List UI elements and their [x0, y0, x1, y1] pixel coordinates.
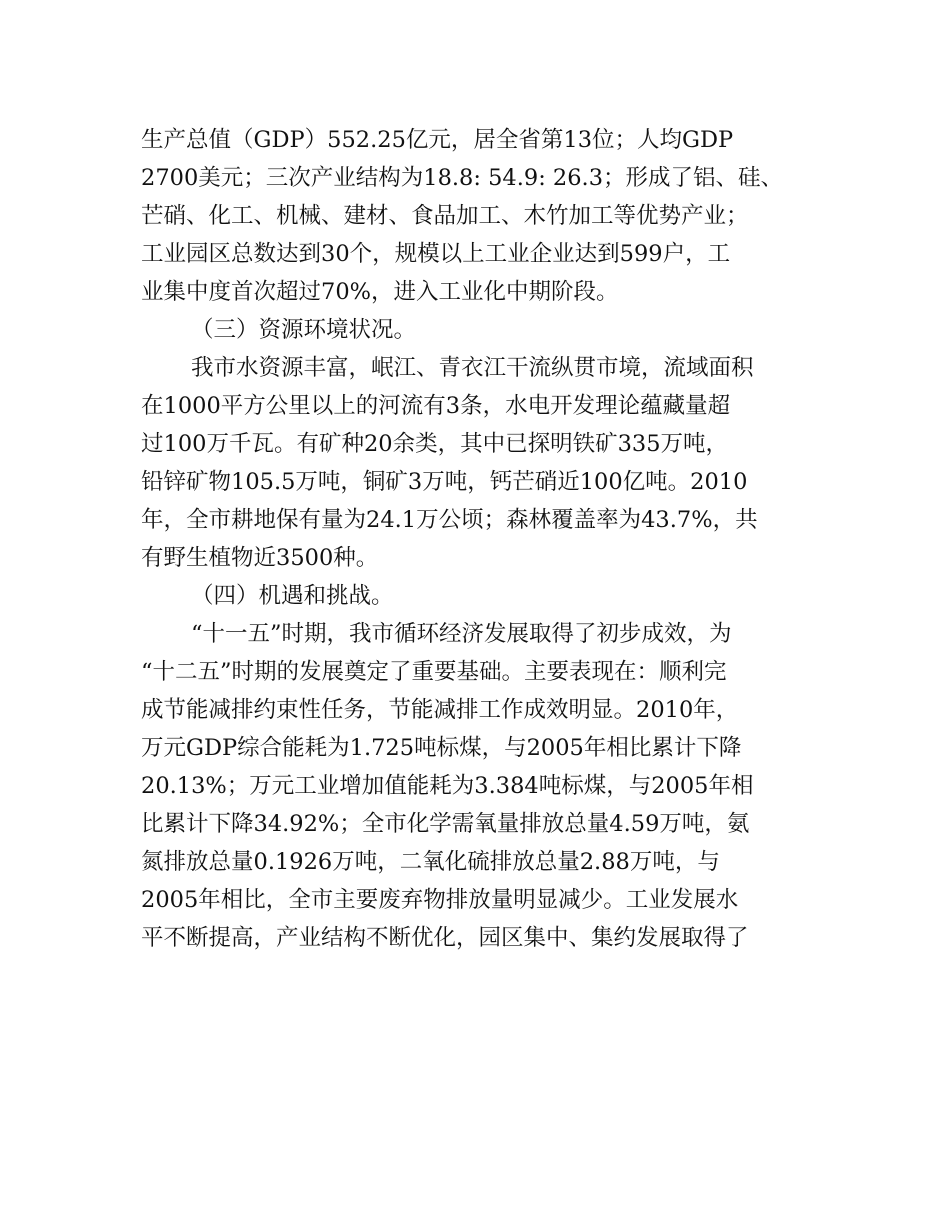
- text-line-1: 生产总值（GDP）552.25亿元，居全省第13位；人均GDP: [141, 127, 734, 153]
- section-heading-resources: （三）资源环境状况。: [191, 317, 417, 343]
- text-line-19: 比累计下降34.92%；全市化学需氧量排放总量4.59万吨，氨: [141, 811, 750, 837]
- text-line-10: 铅锌矿物105.5万吨，铜矿3万吨，钙芒硝近100亿吨。2010: [141, 469, 748, 495]
- text-line-2: 2700美元；三次产业结构为18.8: 54.9: 26.3；形成了铝、硅、: [141, 165, 784, 191]
- text-line-20: 氮排放总量0.1926万吨，二氧化硫排放总量2.88万吨，与: [141, 849, 720, 875]
- text-line-14: “十一五”时期，我市循环经济发展取得了初步成效，为: [191, 621, 732, 647]
- text-line-9: 过100万千瓦。有矿种20余类，其中已探明铁矿335万吨，: [141, 431, 729, 457]
- text-line-11: 年，全市耕地保有量为24.1万公顷；森林覆盖率为43.7%，共: [141, 507, 758, 533]
- section-heading-opportunities: （四）机遇和挑战。: [191, 583, 394, 609]
- text-line-22: 平不断提高，产业结构不断优化，园区集中、集约发展取得了: [141, 925, 749, 951]
- text-line-3: 芒硝、化工、机械、建材、食品加工、木竹加工等优势产业；: [141, 203, 749, 229]
- text-line-18: 20.13%；万元工业增加值能耗为3.384吨标煤，与2005年相: [141, 773, 754, 799]
- text-line-8: 在1000平方公里以上的河流有3条，水电开发理论蕴藏量超: [141, 393, 731, 419]
- text-line-21: 2005年相比，全市主要废弃物排放量明显减少。工业发展水: [141, 887, 739, 913]
- text-line-16: 成节能减排约束性任务，节能减排工作成效明显。2010年，: [141, 697, 739, 723]
- text-line-7: 我市水资源丰富，岷江、青衣江干流纵贯市境，流域面积: [191, 355, 754, 381]
- body-text: [141, 121, 821, 957]
- text-line-17: 万元GDP综合能耗为1.725吨标煤，与2005年相比累计下降: [141, 735, 742, 761]
- text-line-12: 有野生植物近3500种。: [141, 545, 379, 571]
- text-line-15: “十二五”时期的发展奠定了重要基础。主要表现在：顺利完: [141, 659, 727, 685]
- text-line-4: 工业园区总数达到30个，规模以上工业企业达到599户，工: [141, 241, 731, 267]
- text-line-5: 业集中度首次超过70%，进入工业化中期阶段。: [141, 279, 619, 305]
